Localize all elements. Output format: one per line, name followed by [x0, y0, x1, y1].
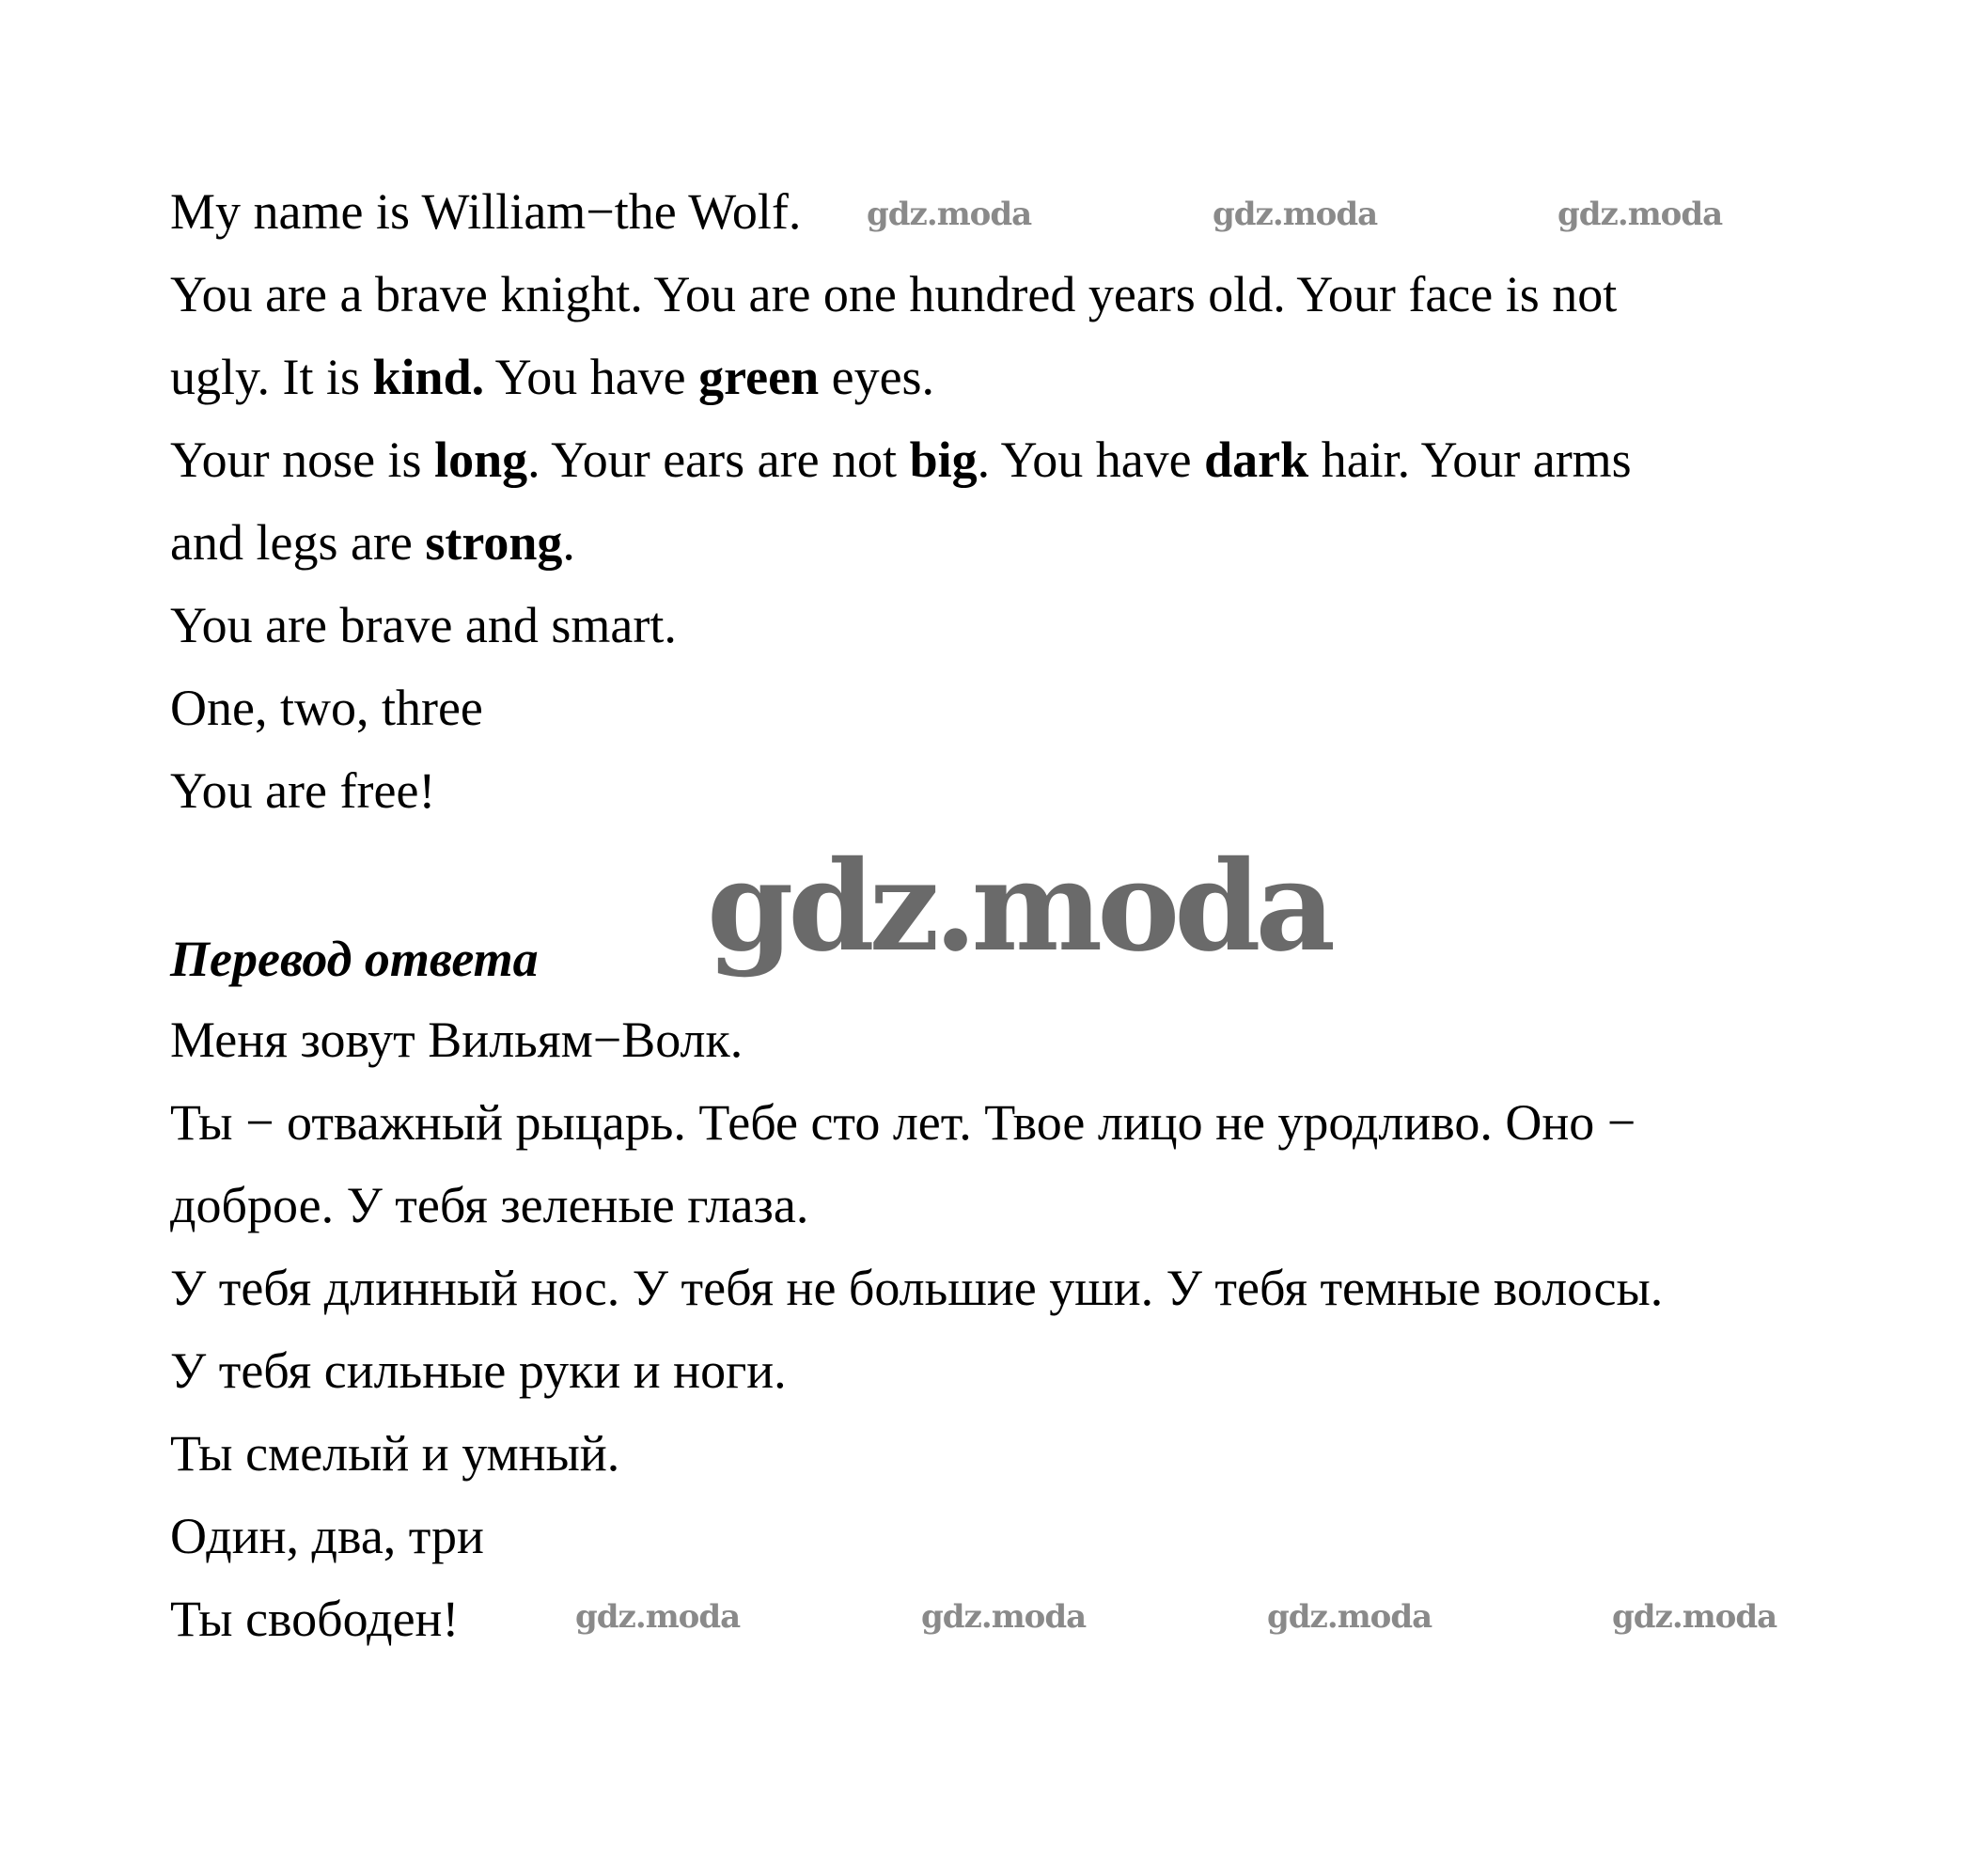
english-line-1: My name is William−the Wolf.: [170, 183, 802, 240]
text-segment: . Your ears are not: [527, 431, 910, 488]
english-line-7: One, two, three: [170, 680, 483, 736]
translation-heading: Перевод ответа: [170, 931, 539, 987]
watermark: gdz.moda: [867, 196, 1032, 233]
english-line-2: You are a brave knight. You are one hundred years old. Your face is not: [170, 266, 1618, 322]
translation-line-5: У тебя сильные руки и ноги.: [170, 1342, 787, 1399]
english-line-6: You are brave and smart.: [170, 597, 677, 653]
translation-line-1: Меня зовут Вильям−Волк.: [170, 1012, 744, 1068]
text-segment: hair. Your arms: [1308, 431, 1632, 488]
watermark-large: gdz.moda: [707, 834, 1331, 980]
bold-word-long: long: [434, 431, 528, 488]
watermark: gdz.moda: [921, 1598, 1087, 1636]
translation-line-8: Ты свободен!: [170, 1591, 460, 1647]
text-segment: Your nose is: [170, 431, 435, 488]
bold-word-green: green: [698, 349, 820, 405]
watermark: gdz.moda: [575, 1598, 741, 1636]
translation-line-3: доброе. У тебя зеленые глаза.: [170, 1177, 809, 1233]
english-line-4: [170, 431, 1632, 488]
translation-line-2: Ты − отважный рыцарь. Тебе сто лет. Твое лицо не уродливо. Оно −: [170, 1094, 1636, 1151]
english-line-5: [170, 514, 575, 571]
bold-word-dark: dark: [1204, 431, 1309, 488]
watermark: gdz.moda: [1612, 1598, 1777, 1636]
text-segment: .: [562, 514, 575, 571]
text-segment: You have: [484, 349, 699, 405]
text-segment: eyes.: [819, 349, 935, 405]
text-segment: ugly. It is: [170, 349, 373, 405]
english-line-8: You are free!: [170, 762, 436, 819]
bold-word-kind: kind.: [372, 349, 485, 405]
bold-word-big: big: [909, 431, 978, 488]
translation-line-7: Один, два, три: [170, 1508, 484, 1564]
translation-line-4: У тебя длинный нос. У тебя не большие уши. У тебя темные волосы.: [170, 1260, 1664, 1316]
translation-line-6: Ты смелый и умный.: [170, 1425, 620, 1482]
bold-word-strong: strong: [425, 514, 563, 571]
text-segment: . You have: [977, 431, 1205, 488]
watermark: gdz.moda: [1267, 1598, 1432, 1636]
watermark: gdz.moda: [1213, 196, 1378, 233]
watermark: gdz.moda: [1558, 196, 1723, 233]
english-line-3: [170, 349, 934, 405]
text-segment: and legs are: [170, 514, 426, 571]
